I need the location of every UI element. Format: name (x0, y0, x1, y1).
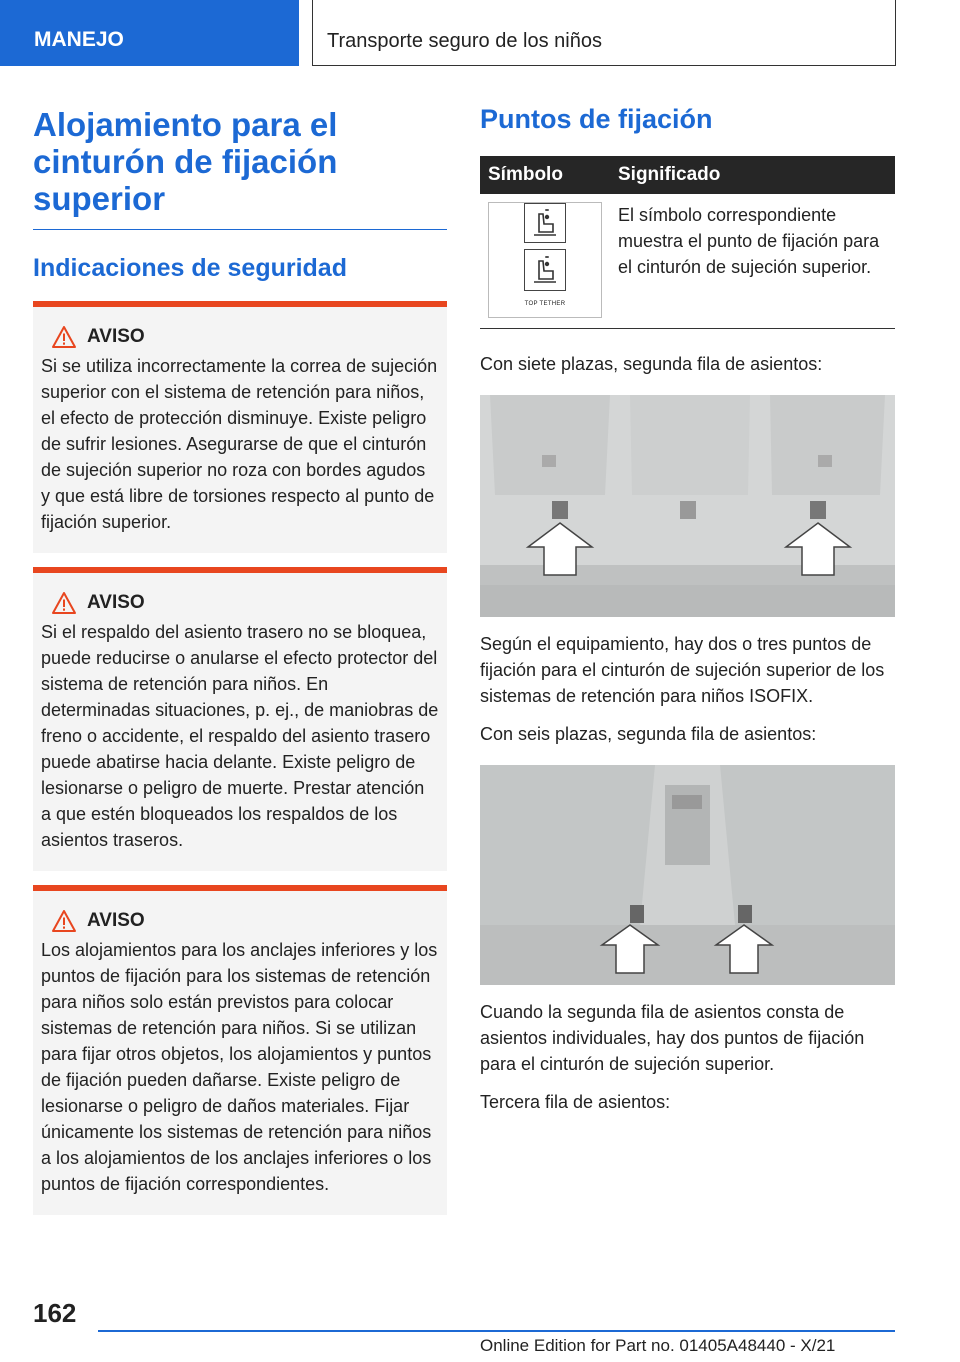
anchor-points-heading: Puntos de fijación (480, 104, 713, 134)
warning-label: AVISO (87, 910, 145, 931)
main-heading: Alojamiento para el cinturón de fijación superior (33, 100, 447, 230)
third-row-paragraph: Tercera fila de asientos: (480, 1092, 671, 1112)
warning-label: AVISO (87, 326, 145, 347)
six-seats-paragraph: Con seis plazas, segunda fila de asientos: (480, 724, 817, 744)
page-header (0, 0, 960, 66)
seven-seats-paragraph: Con siete plazas, segunda fila de asientos: (480, 354, 823, 374)
warning-box-3 (33, 885, 447, 1215)
symbol-table (480, 156, 895, 329)
warning-text: Si se utiliza incorrectamente la correa de sujeción superior con el sistema de retención para niños, el efecto de protección disminuye. Existe peligro de sufrir lesiones. Asegurarse de que el cinturón de sujeción superior no roza con bordes agudos y que está libre de torsiones respecto al punto de fijación superior. (41, 356, 438, 532)
left-column (33, 100, 447, 1229)
symbol-caption: TOP TETHER (524, 301, 566, 307)
individual-seats-paragraph: Cuando la segunda fila de asientos consta de asientos individuales, hay dos puntos de fijación para el cinturón de sujeción superior. (480, 1002, 865, 1074)
warning-box-2 (33, 567, 447, 871)
safety-subheading: Indicaciones de seguridad (33, 254, 347, 282)
meaning-cell: El símbolo correspondiente muestra el punto de fijación para el cinturón de sujeción superior. (610, 194, 895, 329)
child-seat-icon (524, 203, 566, 243)
edition-note: Online Edition for Part no. 01405A48440 - X/21 (480, 1336, 836, 1355)
page-number: 162 (33, 1298, 77, 1328)
six-seat-photo (480, 765, 895, 985)
symbol-cell (480, 194, 610, 329)
warning-text: Los alojamientos para los anclajes inferiores y los puntos de fijación para los sistemas de retención para niños solo están previstos para colocar sistemas de retención para niños. Si se utilizan para fijar otros objetos, los alojamientos y puntos de fijación pueden dañarse. Existe peligro de lesionarse o peligro de daños materiales. Fijar únicamente los sistemas de retención para niños a los alojamientos de los anclajes inferiores o los puntos de fijación correspondientes. (41, 940, 438, 1194)
right-column (480, 100, 895, 1115)
seat-back-illustration (480, 395, 895, 617)
isofix-paragraph: Según el equipamiento, hay dos o tres puntos de fijación para el cinturón de sujeción superior de los sistemas de retención para niños ISOFIX. (480, 634, 885, 706)
warning-triangle-icon (51, 909, 77, 933)
col-meaning-header: Significado (610, 156, 895, 194)
tether-symbol (488, 202, 602, 318)
footer-divider (98, 1330, 895, 1332)
warning-box-1 (33, 301, 447, 553)
chapter-title: Transporte seguro de los niños (312, 0, 896, 66)
section-tab: MANEJO (0, 0, 299, 66)
captain-seats-illustration (480, 765, 895, 985)
warning-triangle-icon (51, 325, 77, 349)
warning-text: Si el respaldo del asiento trasero no se bloquea, puede reducirse o anularse el efecto protector del sistema de retención para niños. En determinadas situaciones, p. ej., de maniobras de freno o accidente, el respaldo del asiento trasero puede abatirse hacia delante. Existe peligro de lesionarse o peligro de muerte. Prestar atención a que estén bloqueados los respaldos de los asientos traseros. (41, 622, 439, 850)
child-seat-icon (524, 249, 566, 291)
warning-label: AVISO (87, 592, 145, 613)
seven-seat-photo (480, 395, 895, 617)
col-symbol-header: Símbolo (480, 156, 610, 194)
warning-triangle-icon (51, 591, 77, 615)
